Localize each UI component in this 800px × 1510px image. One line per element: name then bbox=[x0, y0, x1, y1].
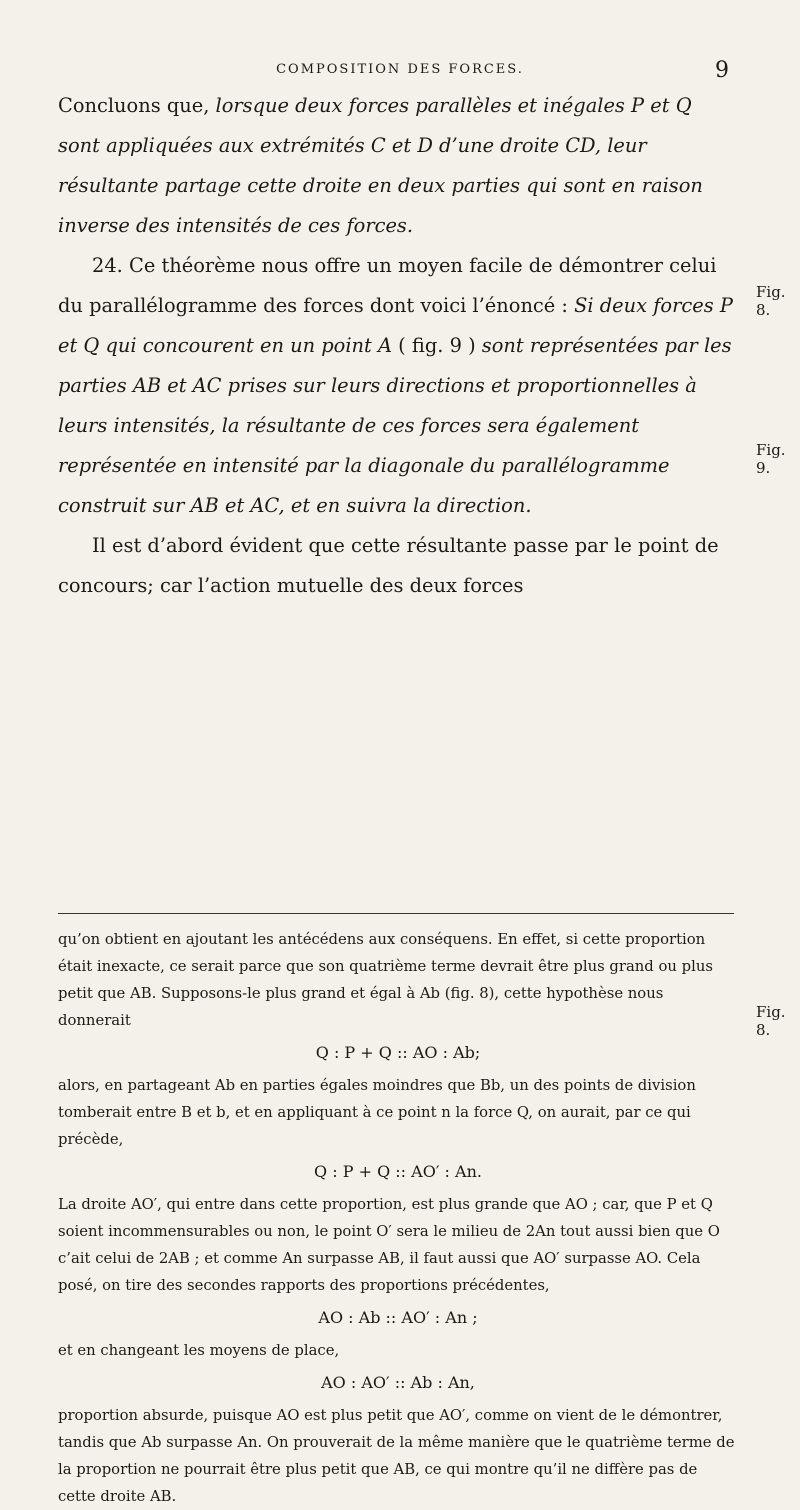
conclusion-theorem: lorsque deux forces parallèles et inégales P et Q sont appliquées aux extrémités C et D d’une droite CD, leur résultante partage cette droite en deux parties qui sont en raison inverse des intensités de ces forces. bbox=[58, 94, 703, 237]
footnote bbox=[58, 926, 738, 1510]
margin-note-fig8-footnote: Fig. 8. bbox=[756, 1003, 786, 1039]
page-number: 9 bbox=[715, 58, 729, 83]
figure-reference: ( fig. 9 ) bbox=[392, 334, 482, 357]
footnote-text-5: proportion absurde, puisque AO est plus petit que AO′, comme on vient de le démontrer, tandis que Ab surpasse An. On prouverait de la même manière que le quatrième terme de la proportion ne pourrait être plus petit que AB, ce qui montre qu’il ne diffère pas de cette droite AB. bbox=[58, 1407, 735, 1505]
footnote-text-2: alors, en partageant Ab en parties égales moindres que Bb, un des points de division tomberait entre B et b, et en appliquant à ce point n la force Q, on aurait, par ce qui précède, bbox=[58, 1077, 696, 1148]
main-text bbox=[58, 86, 738, 606]
paragraph-evidence: Il est d’abord évident que cette résultante passe par le point de concours; car l’action mutuelle des deux forces bbox=[58, 534, 719, 597]
paragraph-24-lead: 24. Ce théorème nous offre un moyen facile de démontrer celui du parallélogramme des forces dont voici l’énoncé : bbox=[58, 254, 717, 317]
footnote-equation-2: Q : P + Q :: AO′ : An. bbox=[314, 1162, 482, 1181]
footnote-divider bbox=[58, 913, 734, 914]
paragraph-conclusion bbox=[58, 86, 738, 246]
footnote-equation-1: Q : P + Q :: AO : Ab; bbox=[315, 1043, 481, 1062]
conclusion-lead: Concluons que, bbox=[58, 94, 216, 117]
footnote-equation-4: AO : AO′ :: Ab : An, bbox=[321, 1373, 475, 1392]
margin-note-fig8: Fig. 8. bbox=[756, 283, 786, 319]
margin-note-fig9: Fig. 9. bbox=[756, 441, 786, 477]
parallelogram-statement-b: sont représentées par les parties AB et AC prises sur leurs directions et proportionnelles à leurs intensités, la résultante de ces forces sera également représentée en intensité par la diagonale du parallélogramme construit sur AB et AC, et en suivra la direction. bbox=[58, 334, 732, 517]
footnote-text-4: et en changeant les moyens de place, bbox=[58, 1342, 340, 1359]
paragraph-24 bbox=[58, 246, 738, 526]
parallelogram-statement-a: Si deux forces P et Q qui concourent en un point A bbox=[58, 294, 733, 357]
footnote-text-1: qu’on obtient en ajoutant les antécédens aux conséquens. En effet, si cette proportion était inexacte, ce serait parce que son quatrième terme devrait être plus grand ou plus petit que AB. Supposons-le plus grand et égal à Ab (fig. 8), cette hypothèse nous donnerait bbox=[58, 931, 713, 1029]
footnote-text-3: La droite AO′, qui entre dans cette proportion, est plus grande que AO ; car, que P et Q soient incommensurables ou non, le point O′ sera le milieu de 2An tout aussi bien que O c’ait celui de 2AB ; et comme An surpasse AB, il faut aussi que AO′ surpasse AO. Cela posé, on tire des secondes rapports des proportions précédentes, bbox=[58, 1196, 720, 1294]
footnote-equation-3: AO : Ab :: AO′ : An ; bbox=[318, 1308, 478, 1327]
running-title: COMPOSITION DES FORCES. bbox=[276, 62, 524, 77]
